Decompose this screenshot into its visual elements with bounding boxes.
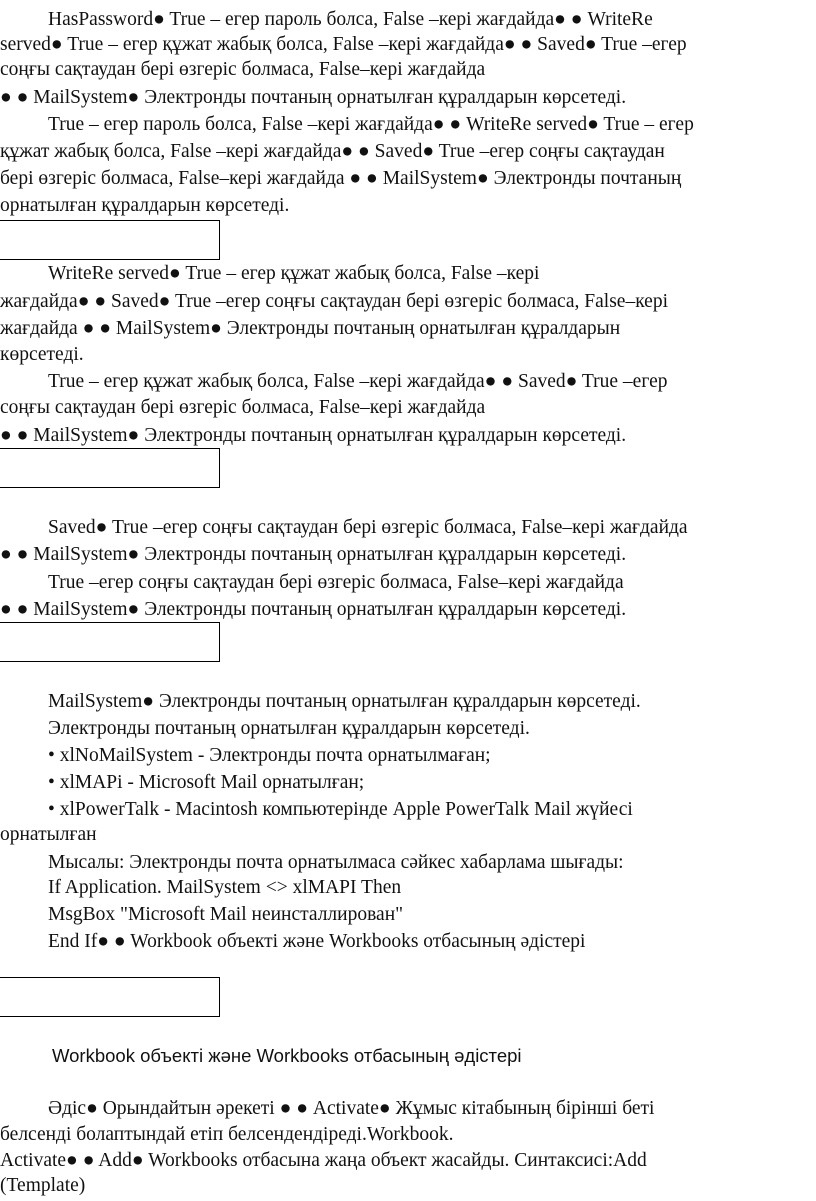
text-line: соңғы сақтаудан бері өзгеріс болмаса, False–кері жағдайда (0, 59, 486, 80)
text-line: served● True – егер құжат жабық болса, False –кері жағдайда● ● Saved● True –егер (0, 34, 687, 55)
code-line: If Application. MailSystem <> xlMAPI Then (48, 877, 402, 898)
list-item: • xlNoMailSystem - Электронды почта орнатылмаған; (48, 745, 491, 766)
text-line: ● ● MailSystem● Электронды почтаның орнатылған құралдарын көрсетеді. (0, 425, 627, 446)
empty-box (0, 448, 220, 488)
list-item: • xlPowerTalk - Macintosh компьютерінде Apple PowerTalk Mail жүйесі (48, 799, 633, 820)
text-line: құжат жабық болса, False –кері жағдайда● ● Saved● True –егер соңғы сақтаудан (0, 141, 665, 162)
text-line: көрсетеді. (0, 344, 84, 365)
text-line: WriteRe served● True – егер құжат жабық болса, False –кері (48, 263, 540, 284)
text-line: True – егер пароль болса, False –кері жағдайда● ● WriteRe served● True – егер (48, 114, 694, 135)
section-heading: Workbook объекті және Workbooks отбасының әдістері (52, 1045, 522, 1066)
text-line: Әдіс● Орындайтын әрекеті ● ● Activate● Жұмыс кітабының бірінші беті (48, 1098, 655, 1119)
text-line: жағдайда ● ● MailSystem● Электронды почтаның орнатылған құралдарын (0, 318, 621, 339)
text-line: бері өзгеріс болмаса, False–кері жағдайда ● ● MailSystem● Электронды почтаның (0, 168, 682, 189)
text-line: True – егер құжат жабық болса, False –кері жағдайда● ● Saved● True –егер (48, 371, 668, 392)
text-line: True –егер соңғы сақтаудан бері өзгеріс болмаса, False–кері жағдайда (48, 572, 624, 593)
text-line: орнатылған құралдарын көрсетеді. (0, 195, 290, 216)
code-line: End If● ● Workbook объекті және Workbooks отбасының әдістері (48, 931, 586, 952)
text-line: HasPassword● True – егер пароль болса, False –кері жағдайда● ● WriteRe (48, 9, 653, 30)
text-line: ● ● MailSystem● Электронды почтаның орнатылған құралдарын көрсетеді. (0, 87, 627, 108)
empty-box (0, 977, 220, 1017)
text-line: ● ● MailSystem● Электронды почтаның орнатылған құралдарын көрсетеді. (0, 599, 627, 620)
text-line: Электронды почтаның орнатылған құралдарын көрсетеді. (48, 718, 530, 739)
text-line: соңғы сақтаудан бері өзгеріс болмаса, False–кері жағдайда (0, 397, 486, 418)
text-line: MailSystem● Электронды почтаның орнатылған құралдарын көрсетеді. (48, 691, 641, 712)
text-line: белсенді болаптындай етіп белсендендіреді.Workbook. (0, 1124, 454, 1145)
text-line: Activate● ● Add● Workbooks отбасына жаңа объект жасайды. Синтаксисі:Add (0, 1150, 647, 1171)
text-line: Мысалы: Электронды почта орнатылмаса сәйкес хабарлама шығады: (48, 852, 624, 873)
text-line: жағдайда● ● Saved● True –егер соңғы сақтаудан бері өзгеріс болмаса, False–кері (0, 291, 669, 312)
text-line: ● ● MailSystem● Электронды почтаның орнатылған құралдарын көрсетеді. (0, 544, 627, 565)
empty-box (0, 622, 220, 662)
empty-box (0, 220, 220, 260)
text-line: (Template) (0, 1175, 86, 1196)
code-line: MsgBox "Microsoft Mail неинсталлирован" (48, 904, 404, 925)
text-line: орнатылған (0, 824, 97, 845)
text-line: Saved● True –егер соңғы сақтаудан бері өзгеріс болмаса, False–кері жағдайда (48, 517, 688, 538)
list-item: • xlMAPi - Microsoft Mail орнатылған; (48, 772, 365, 793)
